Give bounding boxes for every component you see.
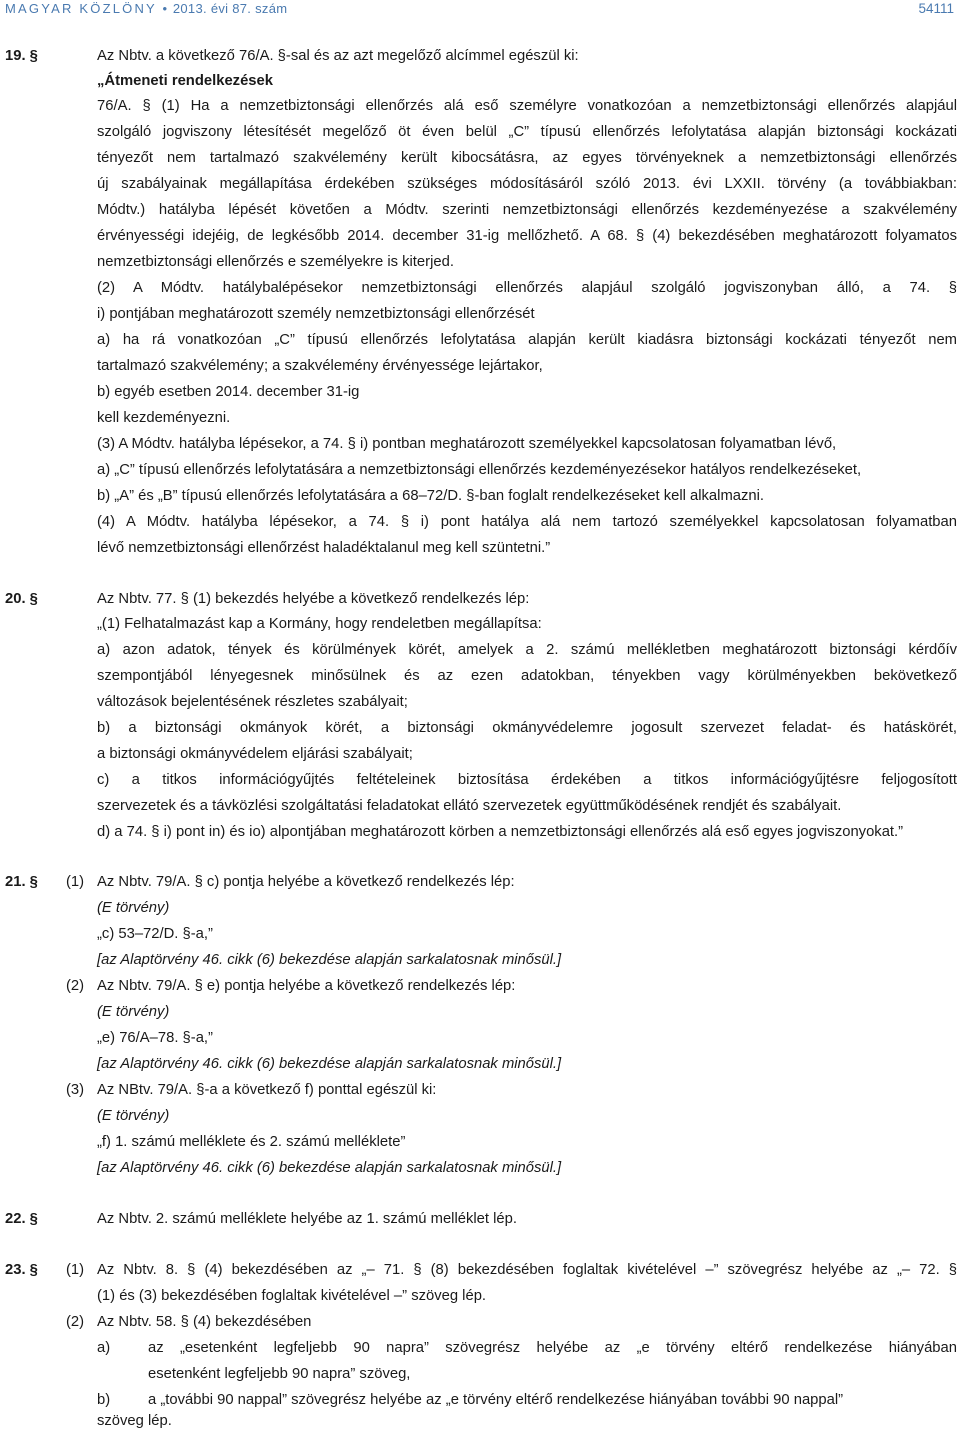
paragraph-line: a) azon adatok, tények és körülmények körét, amelyek a 2. számú mellékletben meghatározott biztonsági kérdőív — [97, 642, 957, 658]
paragraph-number: (2) — [66, 978, 85, 994]
paragraph-line: (3) A Módtv. hatályba lépésekor, a 74. § i) pontban meghatározott személyekkel kapcsolatosan folyamatban lévő, — [97, 436, 837, 452]
section-number: 21. § — [5, 874, 38, 890]
paragraph-line: [az Alaptörvény 46. cikk (6) bekezdése alapján sarkalatosnak minősül.] — [97, 1056, 562, 1072]
paragraph-number: (3) — [66, 1082, 85, 1098]
paragraph-line: Az Nbtv. 58. § (4) bekezdésében — [97, 1314, 312, 1330]
paragraph-line: esetenként legfeljebb 90 napra” szöveg, — [148, 1366, 411, 1382]
paragraph-number: (1) — [66, 1262, 85, 1278]
paragraph-line: az „esetenként legfeljebb 90 napra” szövegrész helyébe az „e törvény eltérő rendelkezése hiányában — [148, 1340, 957, 1356]
section-number: 23. § — [5, 1262, 38, 1278]
paragraph-line: [az Alaptörvény 46. cikk (6) bekezdése alapján sarkalatosnak minősül.] — [97, 1160, 562, 1176]
paragraph-line: a) „C” típusú ellenőrzés lefolytatására a nemzetbiztonsági ellenőrzés kezdeményezésekor hatályos rendelkezéseket, — [97, 462, 862, 478]
paragraph-line: kell kezdeményezni. — [97, 410, 231, 426]
paragraph-line: új szabályainak megállapítása érdekében szükséges módosításáról szóló 2013. évi LXXII. törvény (a továbbiakban: — [97, 176, 957, 192]
paragraph-line: d) a 74. § i) pont in) és io) alpontjában meghatározott körben a nemzetbiztonsági ellenőrzés alá eső egyes jogviszonyokat.” — [97, 824, 904, 840]
paragraph-line: nemzetbiztonsági ellenőrzés e személyekre is kiterjed. — [97, 254, 454, 270]
paragraph-line: (4) A Módtv. hatályba lépésekor, a 74. § i) pont hatálya alá nem tartozó személyekkel kapcsolatosan folyamatban — [97, 514, 957, 530]
paragraph-line: érvényességi idejéig, de legkésőbb 2014. december 31-ig mellőzhető. A 68. § (4) bekezdésében meghatározott folyamatos — [97, 228, 957, 244]
page-number: 54111 — [918, 1, 954, 16]
paragraph-line: változások bejelentésének részletes szabályait; — [97, 694, 408, 710]
paragraph-line: b) egyéb esetben 2014. december 31-ig — [97, 384, 360, 400]
paragraph-line: a „további 90 nappal” szövegrész helyébe az „e törvény eltérő rendelkezése hiányában további 90 nappal” — [148, 1392, 844, 1408]
paragraph-line: „e) 76/A–78. §-a,” — [97, 1030, 213, 1046]
paragraph-number: (1) — [66, 874, 85, 890]
paragraph-line: (E törvény) — [97, 1004, 170, 1020]
paragraph-line: (2) A Módtv. hatálybalépésekor nemzetbiztonsági ellenőrzés alapjául szolgáló jogviszonyban álló, a 74. § — [97, 280, 957, 296]
paragraph-line: Módtv.) hatályba lépését követően a Módtv. szerinti nemzetbiztonsági ellenőrzés kezdeményezése a szakvélemény — [97, 202, 957, 218]
paragraph-line: b) „A” és „B” típusú ellenőrzés lefolytatására a 68–72/D. §-ban foglalt rendelkezéseket kell alkalmazni. — [97, 488, 765, 504]
issue-number: 2013. évi 87. szám — [172, 1, 288, 16]
section-number: 20. § — [5, 591, 38, 607]
paragraph-line: Az Nbtv. 2. számú melléklete helyébe az 1. számú melléklet lép. — [97, 1211, 517, 1227]
paragraph-line: szolgáló jogviszony létesítését megelőző öt éven belül „C” típusú ellenőrzés lefolytatása alapján biztonsági kockázati — [97, 124, 957, 140]
paragraph-line: Az Nbtv. 77. § (1) bekezdés helyébe a következő rendelkezés lép: — [97, 591, 530, 607]
paragraph-line: lévő nemzetbiztonsági ellenőrzést haladéktalanul meg kell szüntetni.” — [97, 540, 551, 556]
paragraph-line: a biztonsági okmányvédelem eljárási szabályait; — [97, 746, 413, 762]
paragraph-line: szempontjából lényegesnek minősülnek és az ezen adatokban, tényekben vagy körülményekben bekövetkező — [97, 668, 957, 684]
item-marker: b) — [97, 1392, 111, 1408]
journal-title: MAGYAR KÖZLÖNY — [5, 1, 157, 16]
journal-header: MAGYAR KÖZLÖNY • 2013. évi 87. szám — [5, 1, 288, 16]
paragraph-line: „(1) Felhatalmazást kap a Kormány, hogy rendeletben megállapítsa: — [97, 616, 542, 632]
paragraph-line: Az Nbtv. 79/A. § c) pontja helyébe a következő rendelkezés lép: — [97, 874, 515, 890]
subtitle: „Átmeneti rendelkezések — [97, 73, 273, 89]
paragraph-line: a) ha rá vonatkozóan „C” típusú ellenőrzés lefolytatása alapján került kiadásra biztonsági kockázati tényezőt nem — [97, 332, 957, 348]
paragraph-line: (E törvény) — [97, 900, 170, 916]
paragraph-line: Az Nbtv. 8. § (4) bekezdésében az „– 71. § (8) bekezdésében foglaltak kivételével –” szövegrész helyébe az „– 72. § — [97, 1262, 957, 1278]
paragraph-line: b) a biztonsági okmányok körét, a biztonsági okmányvédelemre jogosult szervezet feladat- és hatáskörét, — [97, 720, 957, 736]
section-number: 19. § — [5, 48, 38, 64]
paragraph-line: „c) 53–72/D. §-a,” — [97, 926, 213, 942]
paragraph-line: szöveg lép. — [97, 1413, 172, 1429]
paragraph-line: szervezetek és a távközlési szolgáltatási feladatokat ellátó szervezetek együttműködésének rendjét és szabályait. — [97, 798, 842, 814]
paragraph-line: Az Nbtv. a következő 76/A. §-sal és az azt megelőző alcímmel egészül ki: — [97, 48, 579, 64]
section-number: 22. § — [5, 1211, 38, 1227]
paragraph-line: tartalmazó szakvélemény; a szakvélemény érvényessége lejártakor, — [97, 358, 543, 374]
paragraph-line: 76/A. § (1) Ha a nemzetbiztonsági ellenőrzés alá eső személyre vonatkozóan a nemzetbiztonsági ellenőrzés alapjául — [97, 98, 957, 114]
paragraph-line: (1) és (3) bekezdésében foglaltak kivételével –” szöveg lép. — [97, 1288, 487, 1304]
paragraph-line: (E törvény) — [97, 1108, 170, 1124]
paragraph-line: „f) 1. számú melléklete és 2. számú melléklete” — [97, 1134, 406, 1150]
paragraph-line: Az Nbtv. 79/A. § e) pontja helyébe a következő rendelkezés lép: — [97, 978, 516, 994]
paragraph-line: Az NBtv. 79/A. §-a a következő f) ponttal egészül ki: — [97, 1082, 437, 1098]
paragraph-line: i) pontjában meghatározott személy nemzetbiztonsági ellenőrzését — [97, 306, 535, 322]
paragraph-line: [az Alaptörvény 46. cikk (6) bekezdése alapján sarkalatosnak minősül.] — [97, 952, 562, 968]
paragraph-line: c) a titkos információgyűjtés feltételeinek biztosítása érdekében a titkos információgyűjtésre feljogosított — [97, 772, 957, 788]
paragraph-line: tényezőt nem tartalmazó szakvélemény került kibocsátásra, az egyes törvényeknek a nemzetbiztonsági ellenőrzés — [97, 150, 957, 166]
item-marker: a) — [97, 1340, 111, 1356]
paragraph-number: (2) — [66, 1314, 85, 1330]
